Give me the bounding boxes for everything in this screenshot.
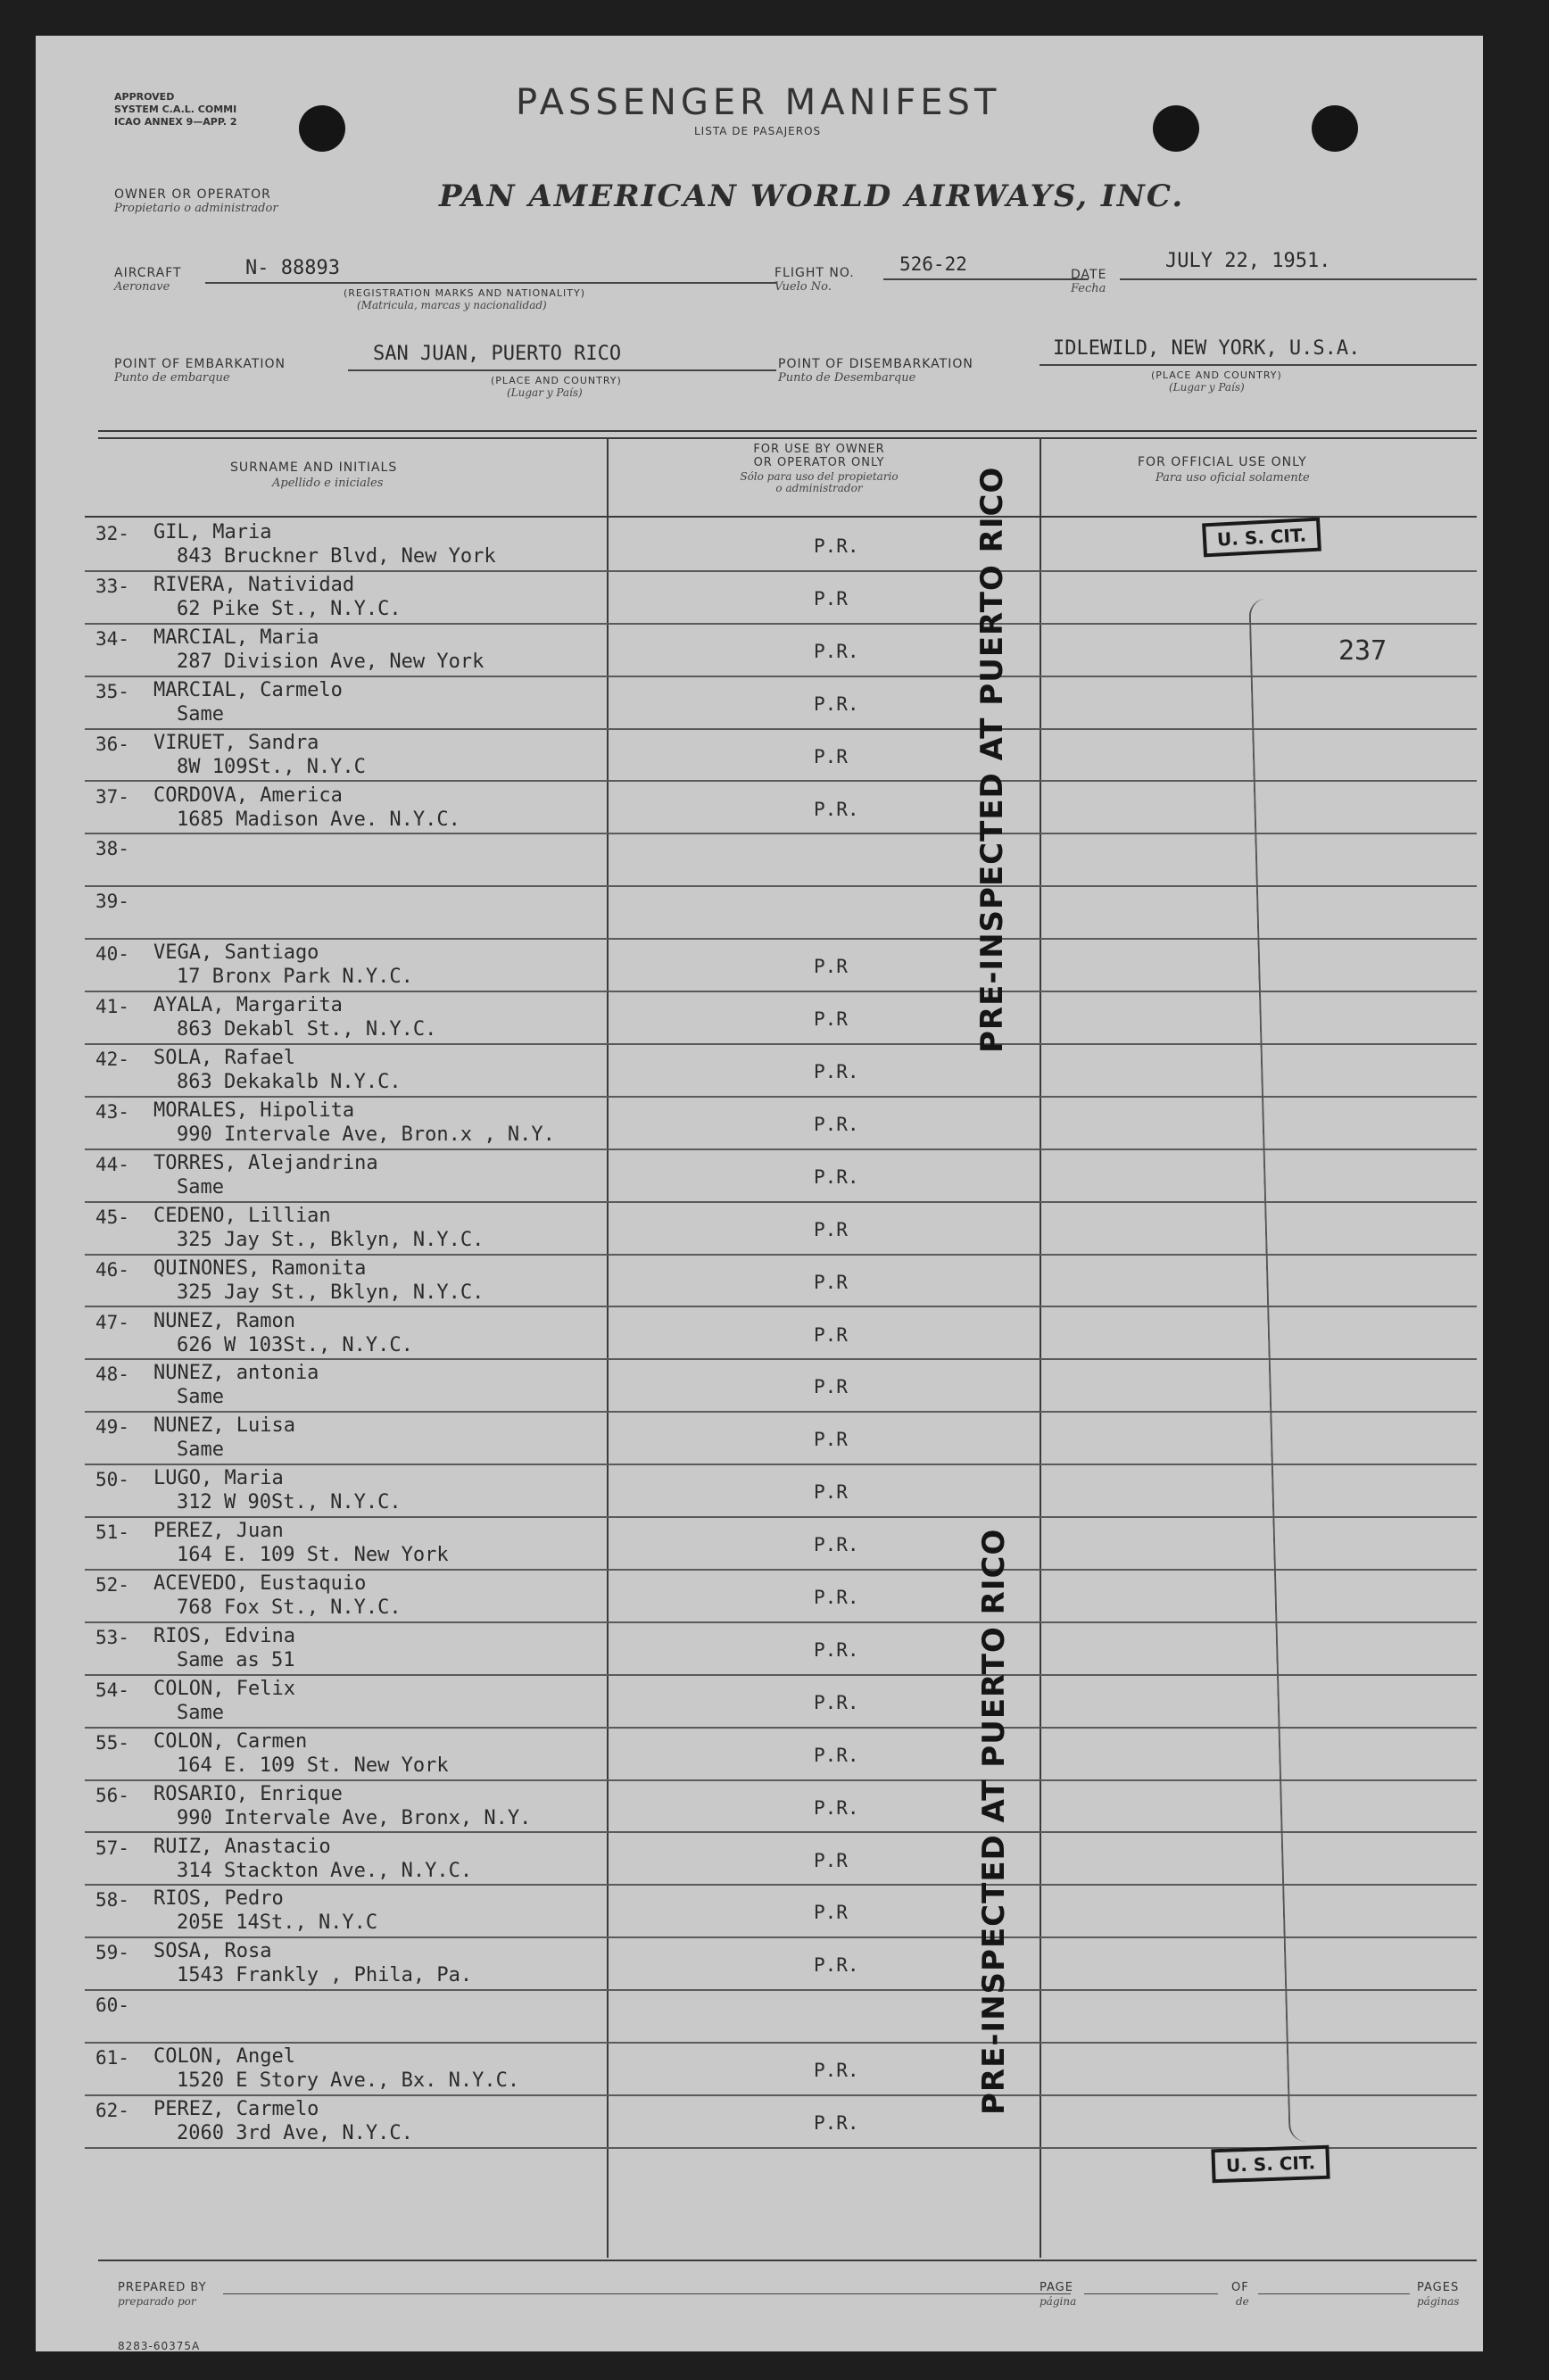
prepared-by-label: PREPARED BY — [118, 2281, 207, 2294]
passenger-name: MORALES, Hipolita — [153, 1099, 355, 1122]
page-title: PASSENGER MANIFEST — [516, 82, 1001, 123]
punch-hole — [1153, 105, 1199, 152]
punch-hole — [1312, 105, 1358, 152]
passenger-address: 312 W 90St., N.Y.C. — [177, 1491, 402, 1514]
passenger-address: 1543 Frankly , Phila, Pa. — [177, 1964, 473, 1987]
passenger-number: 51- — [95, 1522, 129, 1544]
passenger-number: 50- — [95, 1469, 129, 1491]
passenger-address: Same — [177, 1701, 224, 1724]
passenger-status: P.R — [814, 1218, 848, 1240]
disembarkation-caption-es: (Lugar y País) — [1169, 381, 1245, 394]
company-name: PAN AMERICAN WORLD AIRWAYS, INC. — [439, 178, 1185, 214]
owner-use-line: OR OPERATOR ONLY — [753, 456, 885, 469]
passenger-number: 38- — [95, 838, 129, 860]
passenger-status: P.R. — [814, 692, 859, 715]
passenger-address: 164 E. 109 St. New York — [177, 1544, 449, 1567]
passenger-row — [36, 1623, 1483, 1676]
passenger-address: Same as 51 — [177, 1648, 295, 1671]
us-citizen-stamp: U. S. CIT. — [1211, 2145, 1329, 2184]
page-label-es: página — [1040, 2295, 1077, 2308]
passenger-row — [36, 1360, 1483, 1413]
passenger-row — [36, 1886, 1483, 1938]
passenger-name: VEGA, Santiago — [153, 941, 319, 965]
passenger-name: ACEVEDO, Eustaquio — [153, 1572, 367, 1595]
passenger-address: Same — [177, 1386, 224, 1409]
passenger-status: P.R — [814, 1376, 848, 1398]
passenger-status: P.R. — [814, 1113, 859, 1135]
of-label-es: de — [1236, 2295, 1249, 2308]
passenger-status: P.R. — [814, 2112, 859, 2134]
pages-label-es: páginas — [1417, 2295, 1460, 2308]
registration-caption-es: (Matricula, marcas y nacionalidad) — [357, 299, 547, 311]
passenger-number: 33- — [95, 575, 129, 597]
passenger-number: 35- — [95, 680, 129, 702]
flight-value: 526-22 — [899, 253, 967, 275]
passenger-address: 205E 14St., N.Y.C — [177, 1911, 378, 1935]
passenger-name: MARCIAL, Carmelo — [153, 678, 343, 701]
passenger-name: VIRUET, Sandra — [153, 731, 319, 754]
passenger-name: RIOS, Edvina — [153, 1624, 295, 1647]
passenger-address: Same — [177, 1439, 224, 1462]
passenger-name: COLON, Angel — [153, 2045, 295, 2069]
passenger-name: GIL, Maria — [153, 521, 272, 543]
passenger-status: P.R. — [814, 2060, 859, 2082]
passenger-address: 325 Jay St., Bklyn, N.Y.C. — [177, 1281, 485, 1304]
passenger-number: 37- — [95, 785, 129, 808]
passenger-status: P.R — [814, 1849, 848, 1871]
passenger-name: MARCIAL, Maria — [153, 626, 319, 649]
page-subtitle: LISTA DE PASAJEROS — [694, 125, 822, 137]
disembarkation-caption: (PLACE AND COUNTRY) — [1151, 369, 1282, 381]
passenger-row — [36, 1834, 1483, 1887]
registration-caption: (REGISTRATION MARKS AND NATIONALITY) — [344, 287, 586, 299]
pages-label: PAGES — [1417, 2281, 1460, 2294]
disembarkation-label: POINT OF DISEMBARKATION — [778, 357, 973, 371]
passenger-address: 626 W 103St., N.Y.C. — [177, 1333, 413, 1356]
passenger-status: P.R — [814, 745, 848, 767]
passenger-address: 863 Dekabl St., N.Y.C. — [177, 1018, 437, 1041]
passenger-status: P.R — [814, 1481, 848, 1504]
passenger-status: P.R — [814, 1008, 848, 1031]
owner-use-es-line: Sólo para uso del propietario — [740, 470, 899, 483]
passenger-name: RIVERA, Natividad — [153, 573, 355, 596]
approval-line: APPROVED — [114, 91, 175, 103]
passenger-name: NUNEZ, antonia — [153, 1362, 319, 1385]
disembarkation-value: IDLEWILD, NEW YORK, U.S.A. — [1053, 337, 1361, 360]
passenger-number: 62- — [95, 2100, 129, 2121]
manifest-page — [36, 36, 1483, 2351]
passenger-name: RIOS, Pedro — [153, 1887, 284, 1911]
passenger-status: P.R — [814, 1271, 848, 1293]
passenger-number: 48- — [95, 1364, 129, 1386]
owner-label-es: Propietario o administrador — [114, 202, 278, 215]
passenger-name: AYALA, Margarita — [153, 994, 343, 1017]
passenger-number: 45- — [95, 1206, 129, 1228]
passenger-name: SOSA, Rosa — [153, 1940, 272, 1963]
prepared-by-label-es: preparado por — [118, 2295, 196, 2308]
passenger-number: 49- — [95, 1416, 129, 1439]
passenger-name: TORRES, Alejandrina — [153, 1151, 378, 1174]
passenger-name: QUINONES, Ramonita — [153, 1256, 367, 1280]
passenger-status: P.R — [814, 587, 848, 610]
passenger-status: P.R. — [814, 535, 859, 557]
passenger-number: 42- — [95, 1049, 129, 1070]
page-label: PAGE — [1040, 2281, 1073, 2294]
passenger-address: 990 Intervale Ave, Bron.x , N.Y. — [177, 1123, 555, 1146]
passenger-address: 843 Bruckner Blvd, New York — [177, 545, 496, 568]
passenger-address: 8W 109St., N.Y.C — [177, 755, 366, 778]
passenger-row — [36, 2044, 1483, 2096]
passenger-number: 56- — [95, 1784, 129, 1806]
passenger-number: 43- — [95, 1100, 129, 1123]
passenger-number: 59- — [95, 1942, 129, 1964]
date-label-es: Fecha — [1071, 282, 1106, 295]
owner-use-line: FOR USE BY OWNER — [753, 443, 885, 456]
aircraft-label-es: Aeronave — [114, 280, 170, 294]
passenger-status: P.R. — [814, 1796, 859, 1819]
passenger-number: 47- — [95, 1311, 129, 1333]
passenger-status: P.R — [814, 956, 848, 978]
passenger-row — [36, 1781, 1483, 1834]
of-label: OF — [1231, 2281, 1249, 2294]
aircraft-label: AIRCRAFT — [114, 266, 182, 280]
flight-label: FLIGHT NO. — [774, 266, 855, 280]
passenger-number: 52- — [95, 1574, 129, 1596]
approval-block — [114, 91, 237, 129]
column-header-official-use-es: Para uso oficial solamente — [1156, 471, 1310, 485]
passenger-address: 62 Pike St., N.Y.C. — [177, 597, 402, 620]
column-header-surname: SURNAME AND INITIALS — [230, 460, 398, 475]
passenger-address: 17 Bronx Park N.Y.C. — [177, 966, 413, 989]
embarkation-label-es: Punto de embarque — [114, 371, 230, 385]
passenger-name: LUGO, Maria — [153, 1467, 284, 1490]
passenger-number: 58- — [95, 1889, 129, 1911]
passenger-name: PEREZ, Carmelo — [153, 2098, 319, 2120]
preinspected-stamp: PRE-INSPECTED AT PUERTO RICO — [974, 466, 1010, 1053]
passenger-row — [36, 1308, 1483, 1361]
passenger-status: P.R. — [814, 1954, 859, 1977]
passenger-name: ROSARIO, Enrique — [153, 1782, 343, 1805]
passenger-number: 36- — [95, 733, 129, 755]
passenger-name: COLON, Felix — [153, 1677, 295, 1700]
passenger-row — [36, 1465, 1483, 1518]
passenger-status: P.R. — [814, 1061, 859, 1082]
passenger-name: SOLA, Rafael — [153, 1047, 295, 1069]
official-number: 237 — [1338, 635, 1387, 667]
passenger-address: 1520 E Story Ave., Bx. N.Y.C. — [177, 2069, 520, 2093]
owner-use-es-line: o administrador — [775, 482, 863, 494]
passenger-status: P.R. — [814, 1744, 859, 1766]
passenger-status: P.R. — [814, 1691, 859, 1713]
form-number: 8283-60375A — [118, 2340, 201, 2351]
passenger-address: 2060 3rd Ave, N.Y.C. — [177, 2122, 413, 2144]
embarkation-caption: (PLACE AND COUNTRY) — [491, 375, 622, 386]
column-header-owner-use — [721, 443, 917, 469]
embarkation-value: SAN JUAN, PUERTO RICO — [373, 343, 622, 365]
passenger-address: 768 Fox St., N.Y.C. — [177, 1596, 402, 1619]
passenger-name: RUIZ, Anastacio — [153, 1835, 331, 1858]
disembarkation-label-es: Punto de Desembarque — [778, 371, 916, 385]
passenger-name: COLON, Carmen — [153, 1729, 308, 1753]
passenger-number: 57- — [95, 1837, 129, 1859]
passenger-address: 287 Division Ave, New York — [177, 650, 485, 673]
passenger-address: Same — [177, 1175, 224, 1198]
passenger-number: 60- — [95, 1994, 129, 2017]
passenger-number: 61- — [95, 2047, 129, 2069]
passenger-status: P.R. — [814, 1534, 859, 1556]
owner-label: OWNER OR OPERATOR — [114, 187, 271, 202]
passenger-address: 863 Dekakalb N.Y.C. — [177, 1071, 402, 1093]
passenger-number: 32- — [95, 523, 129, 544]
passenger-name: PEREZ, Juan — [153, 1520, 284, 1543]
passenger-number: 54- — [95, 1679, 129, 1701]
passenger-row — [36, 2096, 1483, 2149]
passenger-number: 39- — [95, 891, 129, 913]
passenger-status: P.R. — [814, 640, 859, 662]
passenger-number: 46- — [95, 1258, 129, 1281]
passenger-number: 41- — [95, 996, 129, 1018]
passenger-name: CEDENO, Lillian — [153, 1204, 331, 1227]
passenger-status: P.R. — [814, 798, 859, 820]
passenger-row — [36, 1571, 1483, 1623]
passenger-name: NUNEZ, Luisa — [153, 1414, 295, 1438]
passenger-row — [36, 1991, 1483, 2044]
passenger-row — [36, 1413, 1483, 1465]
passenger-number: 34- — [95, 627, 129, 650]
passenger-address: 325 Jay St., Bklyn, N.Y.C. — [177, 1228, 485, 1251]
embarkation-caption-es: (Lugar y País) — [507, 386, 583, 399]
passenger-status: P.R. — [814, 1587, 859, 1608]
date-label: DATE — [1071, 268, 1107, 282]
passenger-row — [36, 1729, 1483, 1781]
passenger-row — [36, 1676, 1483, 1729]
passenger-address: 990 Intervale Ave, Bronx, N.Y. — [177, 1806, 532, 1829]
passenger-status: P.R — [814, 1902, 848, 1924]
passenger-name: CORDOVA, America — [153, 784, 343, 807]
passenger-number: 44- — [95, 1153, 129, 1175]
passenger-row — [36, 1518, 1483, 1571]
embarkation-label: POINT OF EMBARKATION — [114, 357, 286, 371]
passenger-number: 53- — [95, 1626, 129, 1648]
passenger-address: 1685 Madison Ave. N.Y.C. — [177, 808, 460, 831]
passenger-status: P.R — [814, 1429, 848, 1451]
passenger-status: P.R — [814, 1323, 848, 1346]
aircraft-value: N- 88893 — [245, 257, 340, 279]
column-header-owner-use-es — [721, 471, 917, 494]
flight-label-es: Vuelo No. — [774, 280, 832, 294]
punch-hole — [299, 105, 345, 152]
passenger-status: P.R. — [814, 1638, 859, 1661]
passenger-name: NUNEZ, Ramon — [153, 1309, 295, 1332]
column-header-official-use: FOR OFFICIAL USE ONLY — [1138, 455, 1307, 469]
column-header-surname-es: Apellido e iniciales — [272, 477, 384, 490]
date-value: JULY 22, 1951. — [1165, 250, 1331, 272]
passenger-address: 314 Stackton Ave., N.Y.C. — [177, 1859, 473, 1882]
passenger-number: 55- — [95, 1731, 129, 1754]
passenger-address: Same — [177, 702, 224, 726]
passenger-status: P.R. — [814, 1165, 859, 1188]
passenger-address: 164 E. 109 St. New York — [177, 1754, 449, 1777]
preinspected-stamp: PRE-INSPECTED AT PUERTO RICO — [976, 1528, 1012, 2115]
us-citizen-stamp: U. S. CIT. — [1202, 518, 1321, 558]
approval-line: ICAO ANNEX 9—APP. 2 — [114, 116, 237, 128]
passenger-row — [36, 1938, 1483, 1991]
approval-line: SYSTEM C.A.L. COMMI — [114, 104, 237, 115]
passenger-number: 40- — [95, 943, 129, 966]
